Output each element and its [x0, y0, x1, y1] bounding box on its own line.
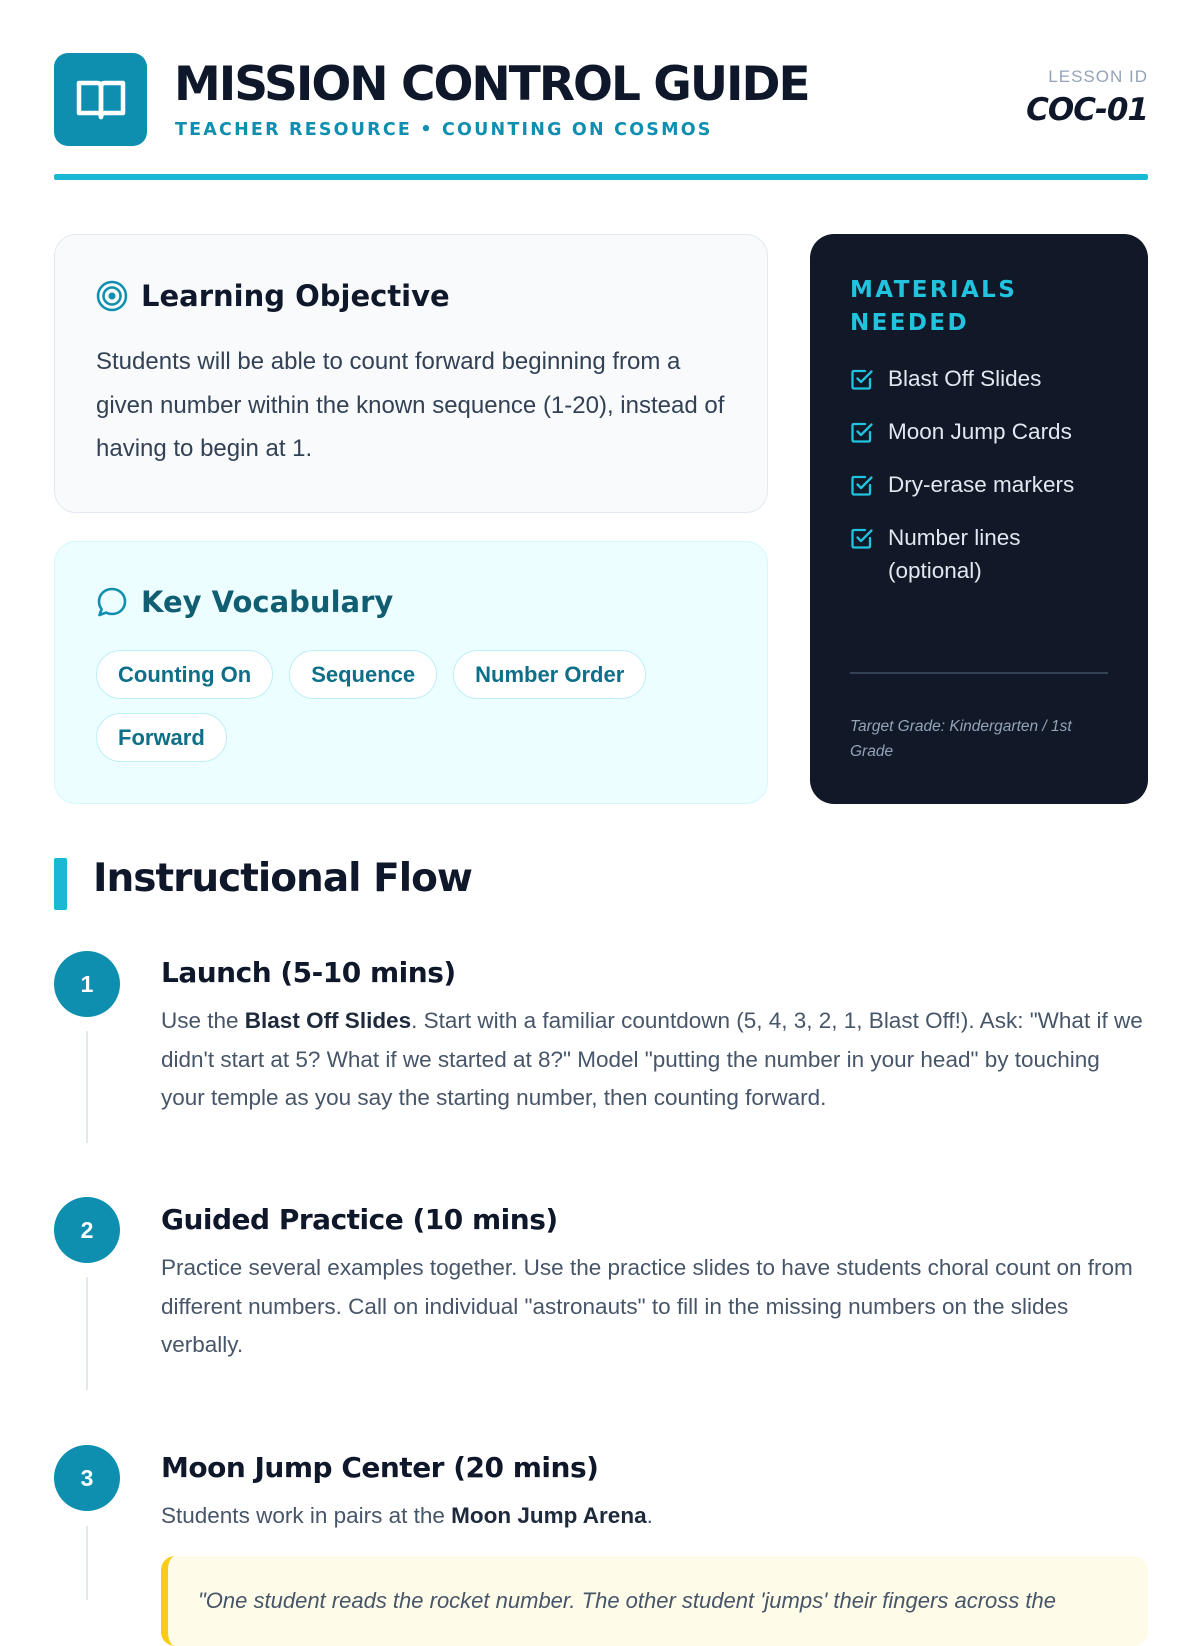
checkbox-icon	[850, 526, 874, 550]
material-item	[850, 521, 1120, 587]
page-header	[54, 53, 1148, 181]
open-book-icon	[75, 77, 127, 123]
step-text-emphasis: Blast Off Slides	[244, 1008, 412, 1033]
objective-heading: Learning Objective	[141, 279, 450, 313]
quote-text: "One student reads the rocket number. The other student 'jumps' their fingers across the	[198, 1588, 1056, 1613]
header-divider	[54, 174, 1148, 180]
material-item	[850, 415, 1120, 448]
checkbox-icon	[850, 367, 874, 391]
step-number-badge: 2	[54, 1197, 120, 1263]
vocabulary-tags	[96, 650, 736, 762]
step-connector	[86, 1031, 88, 1143]
vocab-tag: Forward	[96, 713, 227, 762]
step-title: Guided Practice (10 mins)	[161, 1203, 558, 1236]
material-label: Blast Off Slides	[888, 366, 1042, 391]
material-label: Dry-erase markers	[888, 472, 1075, 497]
vocab-tag: Number Order	[453, 650, 646, 699]
step-description	[161, 1002, 1146, 1118]
material-label: Number lines (optional)	[888, 525, 1021, 583]
materials-heading: MATERIALS NEEDED	[850, 277, 1018, 336]
step-text: Students work in pairs at the	[161, 1503, 452, 1528]
vocab-tag: Counting On	[96, 650, 273, 699]
materials-card	[810, 234, 1148, 804]
step-connector	[86, 1277, 88, 1390]
materials-divider	[850, 672, 1108, 674]
step-text: . Start with a familiar countdown (5, 4, 3, 2, 1, Blast Off!). Ask: "What if we didn't start at 5? What if we started at 8?" Model "putting the number in your head" by touching your temple as you say the starting number, then counting forward.	[161, 1008, 1143, 1110]
vocab-tag: Sequence	[289, 650, 437, 699]
target-icon	[96, 280, 128, 312]
step-text: Use the	[161, 1008, 245, 1033]
section-heading: Instructional Flow	[93, 856, 472, 901]
lesson-id-label: LESSON ID	[1048, 67, 1148, 86]
vocabulary-card	[54, 541, 768, 804]
material-item	[850, 468, 1120, 501]
checkbox-icon	[850, 473, 874, 497]
checkbox-icon	[850, 420, 874, 444]
objective-card	[54, 234, 768, 513]
step-title: Moon Jump Center (20 mins)	[161, 1451, 599, 1484]
material-label: Moon Jump Cards	[888, 419, 1072, 444]
step-number-badge: 1	[54, 951, 120, 1017]
step-number-badge: 3	[54, 1445, 120, 1511]
speech-bubble-icon	[96, 586, 128, 618]
step-text: .	[646, 1503, 653, 1528]
material-item	[850, 362, 1120, 395]
vocabulary-heading: Key Vocabulary	[141, 585, 394, 619]
objective-text: Students will be able to count forward beginning from a given number within the known sequence (1-20), instead of having to begin at 1.	[96, 348, 725, 462]
objective-heading-row	[96, 279, 450, 313]
step-title: Launch (5-10 mins)	[161, 956, 456, 989]
step-description: Practice several examples together. Use the practice slides to have students choral count on from different numbers. Call on individual "astronauts" to fill in the missing numbers on the slides verbally.	[161, 1255, 1133, 1357]
section-accent-bar	[54, 858, 67, 910]
step-text-emphasis: Moon Jump Arena	[451, 1503, 647, 1528]
materials-list	[850, 362, 1120, 607]
vocabulary-heading-row	[96, 585, 393, 619]
page-subtitle: TEACHER RESOURCE • COUNTING ON COSMOS	[175, 120, 713, 140]
logo	[54, 53, 147, 146]
step-description	[161, 1497, 1146, 1536]
lesson-id: COC-01	[1026, 92, 1148, 128]
page-title: MISSION CONTROL GUIDE	[174, 57, 809, 112]
step-connector	[86, 1526, 88, 1600]
target-grade: Target Grade: Kindergarten / 1st Grade	[850, 718, 1072, 760]
activity-quote	[161, 1556, 1148, 1646]
